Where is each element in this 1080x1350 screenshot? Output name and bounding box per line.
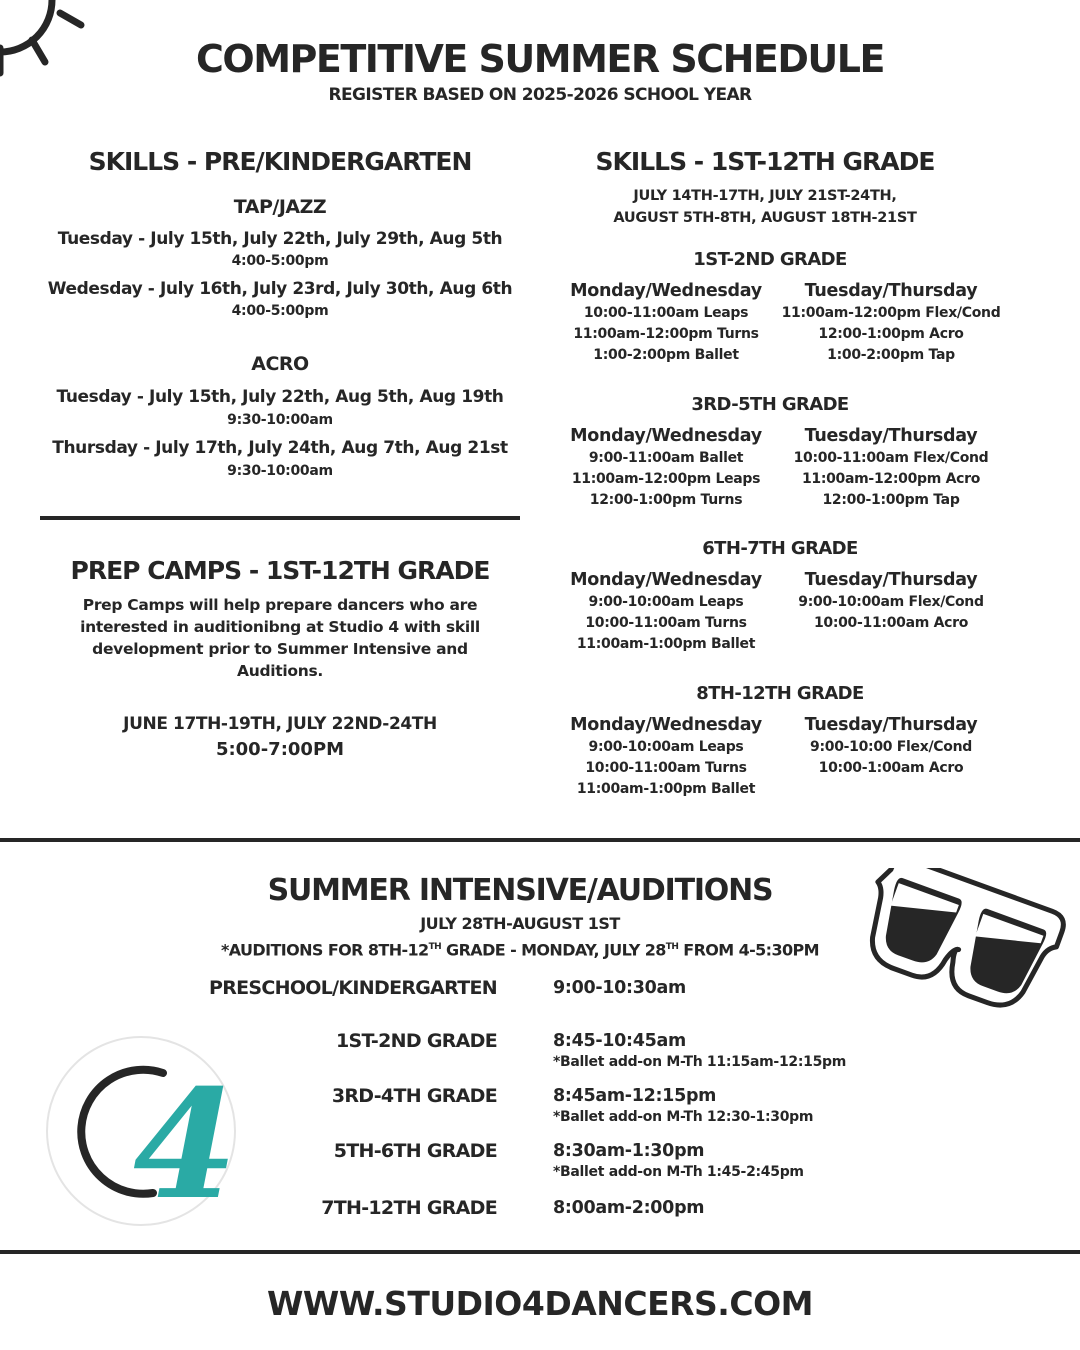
class-slot: 12:00-1:00pm Tap (822, 492, 960, 508)
class-name-acro: ACRO (251, 353, 309, 375)
audition-text: *AUDITIONS FOR 8TH-12 (220, 940, 429, 960)
grade-day-columns (560, 568, 1010, 655)
class-slot: 9:00-10:00am Leaps (588, 739, 744, 755)
skills-dates-line1: JULY 14TH-17TH, JULY 21ST-24TH, (633, 188, 897, 204)
studio-4-logo (45, 1035, 237, 1227)
audition-text: GRADE - MONDAY, JULY 28 (441, 940, 666, 960)
class-slot: 11:00am-12:00pm Leaps (571, 471, 761, 487)
class-slot: 12:00-1:00pm Turns (589, 492, 743, 508)
session-time: 9:30-10:00am (227, 463, 333, 479)
prep-camps-title: PREP CAMPS - 1ST-12TH GRADE (70, 556, 490, 585)
day-label: Tuesday/Thursday (804, 715, 978, 735)
tuesday-thursday-column (772, 424, 1010, 511)
class-slot: 10:00-1:00am Acro (818, 760, 964, 776)
class-slot: 1:00-2:00pm Tap (827, 347, 955, 363)
sun-icon (0, 0, 150, 120)
session-dates: Tuesday - July 15th, July 22th, July 29th, Aug 5th (57, 229, 503, 249)
class-slot: 11:00am-12:00pm Turns (573, 326, 759, 342)
intensive-time: 8:00am-2:00pm (553, 1198, 705, 1218)
audition-text: FROM 4-5:30PM (678, 940, 819, 960)
website-link[interactable]: WWW.STUDIO4DANCERS.COM (267, 1284, 813, 1323)
class-slot: 9:00-11:00am Ballet (588, 450, 744, 466)
intensive-note: *Ballet add-on M-Th 12:30-1:30pm (553, 1109, 814, 1125)
prep-camps-time: 5:00-7:00PM (215, 739, 345, 760)
tuesday-thursday-column (772, 279, 1010, 366)
class-slot: 11:00am-12:00pm Acro (801, 471, 981, 487)
day-label: Tuesday/Thursday (804, 426, 978, 446)
grade-day-columns (560, 279, 1010, 366)
intensive-note: *Ballet add-on M-Th 1:45-2:45pm (553, 1164, 804, 1180)
tuesday-thursday-column (772, 713, 1010, 800)
class-slot: 10:00-11:00am Turns (585, 760, 747, 776)
session-time: 4:00-5:00pm (231, 253, 329, 269)
monday-wednesday-column (560, 713, 772, 800)
intensive-time: 8:45-10:45am (553, 1031, 686, 1051)
tuesday-thursday-column (772, 568, 1010, 655)
audition-note (150, 936, 890, 961)
session-dates: Wedesday - July 16th, July 23rd, July 30th, Aug 6th (47, 279, 513, 299)
skills-prek-title: SKILLS - PRE/KINDERGARTEN (88, 147, 472, 176)
day-label: Tuesday/Thursday (804, 570, 978, 590)
session-time: 9:30-10:00am (227, 412, 333, 428)
day-label: Monday/Wednesday (570, 426, 762, 446)
skills-1-12-title: SKILLS - 1ST-12TH GRADE (595, 147, 935, 176)
intensive-time: 9:00-10:30am (553, 978, 686, 998)
monday-wednesday-column (560, 279, 772, 366)
monday-wednesday-column (560, 568, 772, 655)
intensive-grade: 3RD-4TH GRADE (331, 1085, 497, 1107)
grade-title: 6TH-7TH GRADE (702, 538, 858, 559)
intensive-note: *Ballet add-on M-Th 11:15am-12:15pm (553, 1054, 847, 1070)
grade-day-columns (560, 713, 1010, 800)
footer-divider (0, 1250, 1080, 1254)
day-label: Monday/Wednesday (570, 570, 762, 590)
class-slot: 10:00-11:00am Leaps (583, 305, 749, 321)
day-label: Monday/Wednesday (570, 281, 762, 301)
intensive-grade: 7TH-12TH GRADE (321, 1197, 497, 1219)
class-slot: 11:00am-12:00pm Flex/Cond (781, 305, 1001, 321)
grade-day-columns (560, 424, 1010, 511)
intensive-time: 8:45am-12:15pm (553, 1086, 717, 1106)
session-dates: Tuesday - July 15th, July 22th, Aug 5th, Aug 19th (56, 387, 504, 407)
page-subtitle: REGISTER BASED ON 2025-2026 SCHOOL YEAR (328, 85, 752, 105)
logo-four-glyph: 4 (133, 1057, 237, 1227)
class-slot: 10:00-11:00am Acro (813, 615, 969, 631)
class-slot: 12:00-1:00pm Acro (818, 326, 964, 342)
class-name-tap-jazz: TAP/JAZZ (233, 196, 327, 218)
audition-sup: TH (665, 942, 679, 952)
intensive-grade: 5TH-6TH GRADE (333, 1140, 497, 1162)
session-time: 4:00-5:00pm (231, 303, 329, 319)
class-slot: 9:00-10:00 Flex/Cond (810, 739, 972, 755)
class-slot: 11:00am-1:00pm Ballet (576, 636, 756, 652)
class-slot: 10:00-11:00am Turns (585, 615, 747, 631)
grade-title: 8TH-12TH GRADE (696, 683, 864, 704)
monday-wednesday-column (560, 424, 772, 511)
intensive-dates: JULY 28TH-AUGUST 1ST (420, 914, 620, 933)
grade-title: 1ST-2ND GRADE (693, 249, 847, 270)
day-label: Monday/Wednesday (570, 715, 762, 735)
prep-camps-description: Prep Camps will help prepare dancers who are interested in auditionibng at Studio 4 with skill development prior to Summer Intensive and Auditions. (80, 596, 480, 680)
skills-dates-line2: AUGUST 5TH-8TH, AUGUST 18TH-21ST (613, 210, 917, 226)
intensive-title: SUMMER INTENSIVE/AUDITIONS (267, 873, 773, 908)
grade-title: 3RD-5TH GRADE (691, 394, 849, 415)
session-dates: Thursday - July 17th, July 24th, Aug 7th, Aug 21st (52, 438, 508, 458)
class-slot: 9:00-10:00am Flex/Cond (798, 594, 984, 610)
intensive-grade: PRESCHOOL/KINDERGARTEN (208, 977, 497, 999)
intensive-time: 8:30am-1:30pm (553, 1141, 705, 1161)
day-label: Tuesday/Thursday (804, 281, 978, 301)
prep-camps-dates: JUNE 17TH-19TH, JULY 22ND-24TH (123, 714, 437, 734)
page-title: COMPETITIVE SUMMER SCHEDULE (196, 37, 884, 81)
class-slot: 11:00am-1:00pm Ballet (576, 781, 756, 797)
audition-sup: TH (428, 942, 442, 952)
section-divider (0, 838, 1080, 842)
sunglasses-icon (856, 868, 1066, 1018)
section-divider (40, 516, 520, 520)
intensive-grade: 1ST-2ND GRADE (335, 1030, 497, 1052)
class-slot: 10:00-11:00am Flex/Cond (793, 450, 989, 466)
class-slot: 1:00-2:00pm Ballet (593, 347, 739, 363)
class-slot: 9:00-10:00am Leaps (588, 594, 744, 610)
